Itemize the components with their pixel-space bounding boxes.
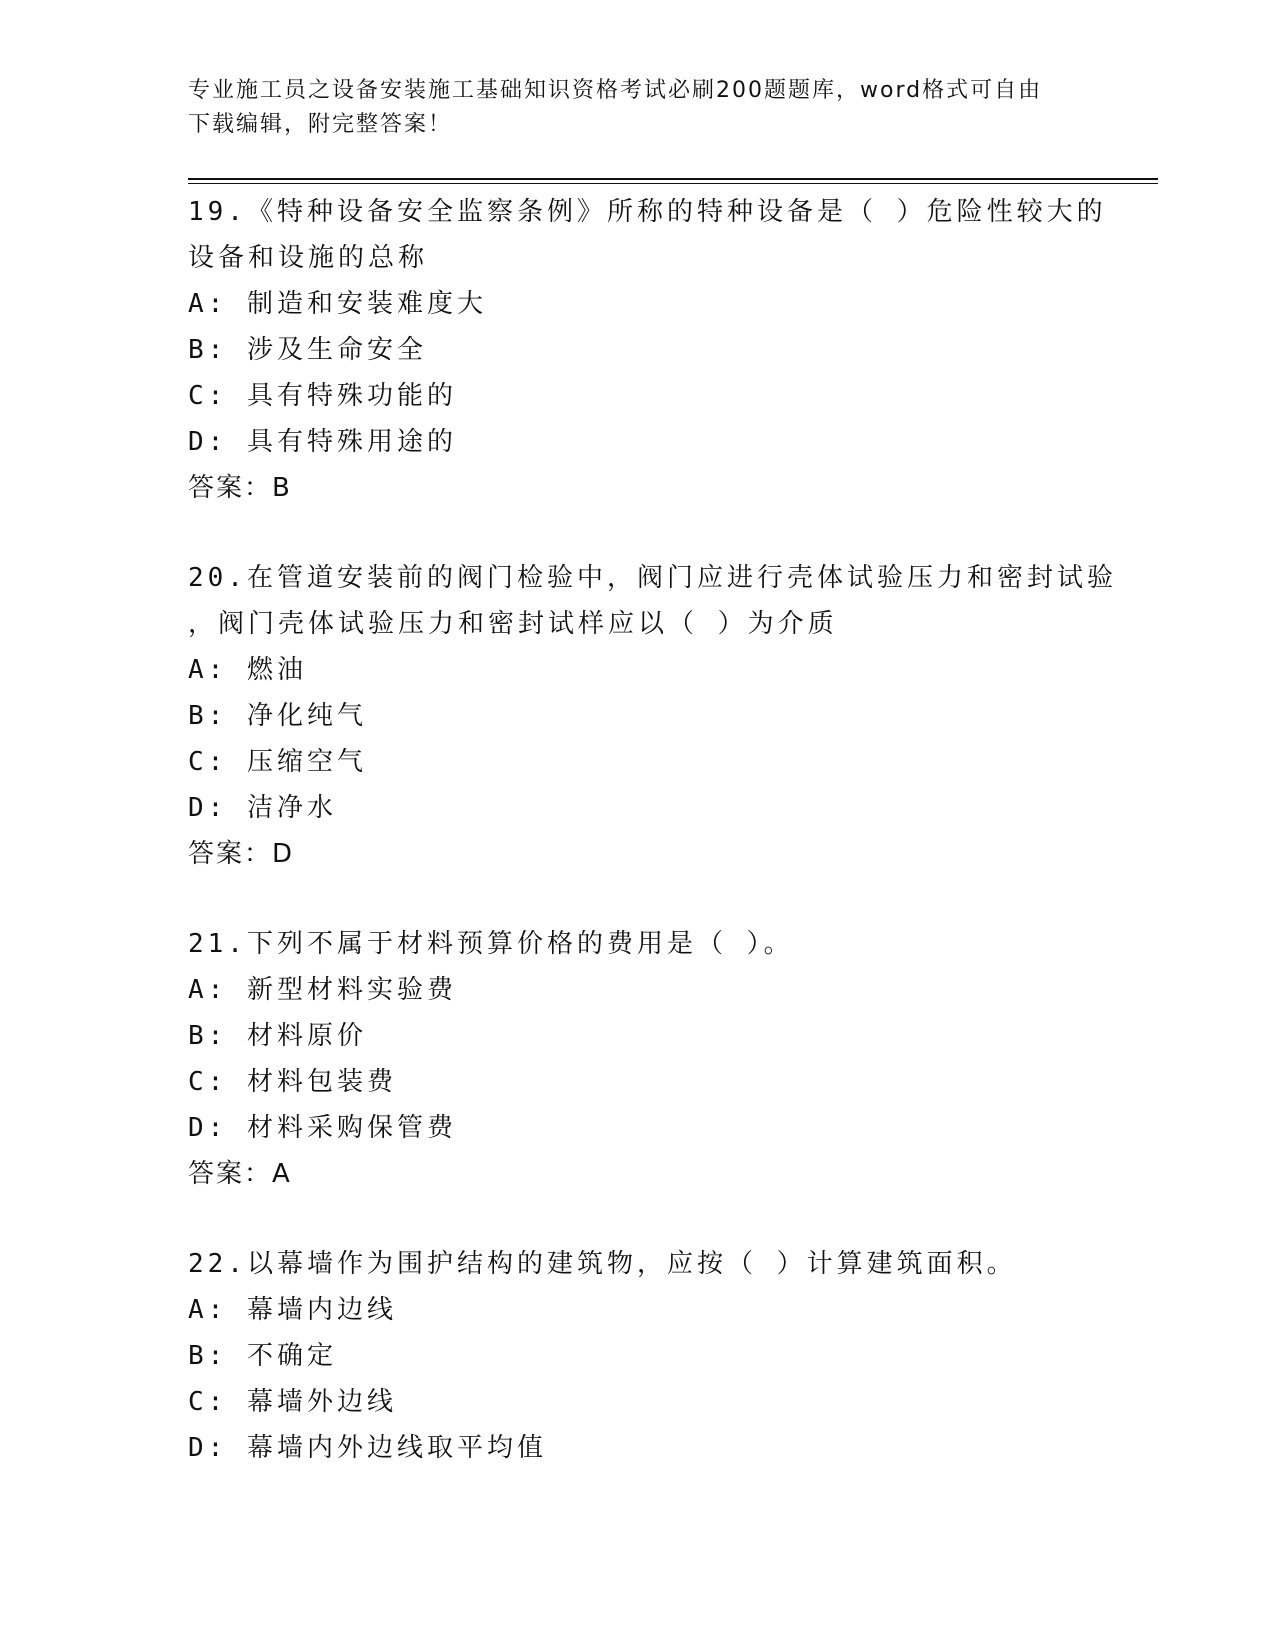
- option-b: B: 材料原价: [188, 1021, 367, 1051]
- answer: 答案：A: [188, 1159, 292, 1189]
- option-a: A: 燃油: [188, 655, 307, 685]
- header-divider-thick: [188, 178, 1158, 180]
- question-stem: 21.下列不属于材料预算价格的费用是（ ）。: [188, 929, 794, 959]
- option-d: D: 材料采购保管费: [188, 1113, 457, 1143]
- question-stem: 设备和设施的总称: [188, 243, 429, 273]
- option-d: D: 幕墙内外边线取平均值: [188, 1433, 547, 1463]
- option-b: B: 净化纯气: [188, 701, 367, 731]
- option-b: B: 不确定: [188, 1341, 337, 1371]
- document-header: [188, 74, 1088, 142]
- question-stem: ，阀门壳体试验压力和密封试样应以（ ）为介质: [188, 609, 838, 639]
- header-line-2: 下载编辑，附完整答案！: [188, 112, 453, 137]
- option-d: D: 洁净水: [188, 793, 337, 823]
- option-d: D: 具有特殊用途的: [188, 427, 457, 457]
- answer: 答案：B: [188, 473, 292, 503]
- question-stem: 20.在管道安装前的阀门检验中，阀门应进行壳体试验压力和密封试验: [188, 563, 1117, 593]
- question-22: [188, 1241, 1088, 1471]
- question-list: [188, 189, 1117, 1515]
- option-a: A: 新型材料实验费: [188, 975, 457, 1005]
- option-a: A: 制造和安装难度大: [188, 289, 487, 319]
- question-stem: 22.以幕墙作为围护结构的建筑物，应按（ ）计算建筑面积。: [188, 1249, 1017, 1279]
- answer: 答案：D: [188, 839, 295, 869]
- header-divider-thin: [188, 183, 1158, 184]
- question-19: [188, 189, 1107, 511]
- question-stem: 19.《特种设备安全监察条例》所称的特种设备是（ ）危险性较大的: [188, 197, 1107, 227]
- option-c: C: 压缩空气: [188, 747, 367, 777]
- question-20: [188, 555, 1117, 877]
- option-c: C: 材料包装费: [188, 1067, 397, 1097]
- option-c: C: 具有特殊功能的: [188, 381, 457, 411]
- option-b: B: 涉及生命安全: [188, 335, 427, 365]
- header-line-1: 专业施工员之设备安装施工基础知识资格考试必刷200题题库，word格式可自由: [188, 78, 1043, 103]
- question-21: [188, 921, 1088, 1197]
- option-c: C: 幕墙外边线: [188, 1387, 397, 1417]
- option-a: A: 幕墙内边线: [188, 1295, 397, 1325]
